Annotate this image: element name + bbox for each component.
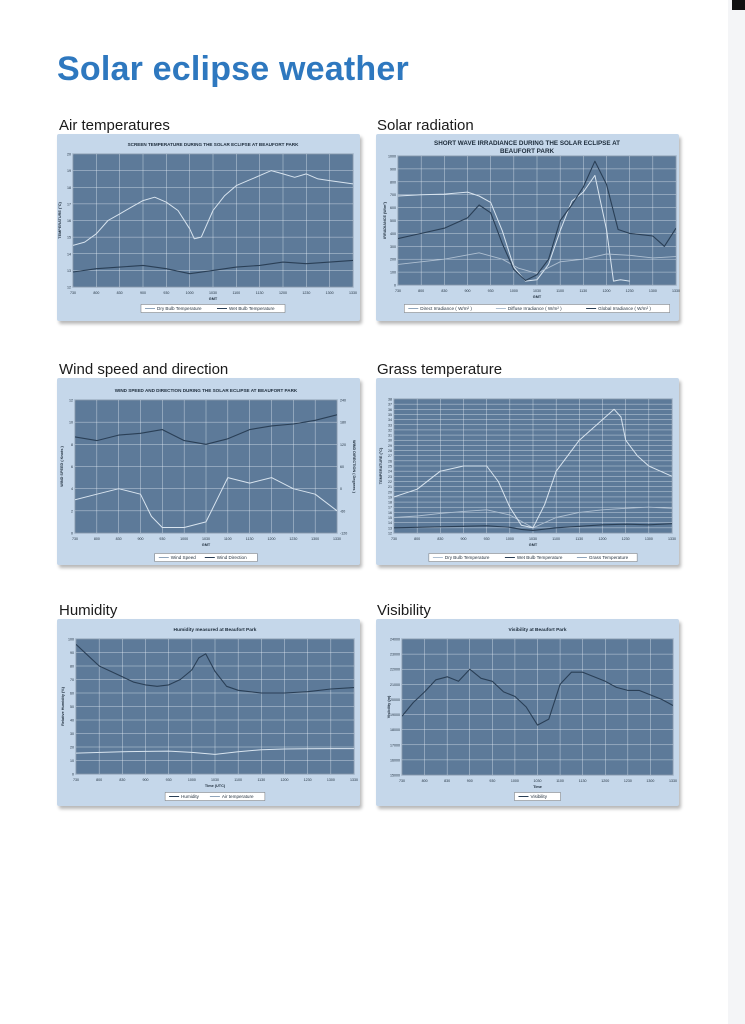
x-tick-label: 1000 (509, 289, 518, 293)
y-tick-label: 34 (388, 418, 392, 423)
y-tick-label: 14 (67, 252, 71, 257)
x-tick-label: 1130 (578, 779, 587, 783)
y-tick-label: 15 (388, 516, 392, 521)
x-axis-label: Time (533, 785, 542, 789)
x-tick-label: 830 (437, 537, 444, 541)
y-tick-label: 90 (70, 651, 74, 655)
y-tick-label: 6 (71, 465, 73, 469)
x-tick-label: 1100 (552, 537, 561, 541)
x-tick-label: 1230 (625, 289, 634, 293)
x-tick-label: 1200 (602, 289, 611, 293)
y-tick-label: 25 (388, 464, 392, 469)
legend-label: Wet Bulb Temperature (516, 555, 563, 561)
y-tick-label: 70 (70, 678, 74, 682)
legend-label: Humidity (181, 794, 199, 800)
y-tick-label: 37 (388, 402, 392, 407)
x-tick-label: 1100 (234, 778, 243, 782)
x-tick-label: 900 (137, 537, 144, 541)
x-tick-label: 930 (163, 291, 170, 295)
x-tick-label: 1000 (180, 537, 189, 541)
section-humidity: Humidity (59, 602, 118, 619)
y-tick-label: 28 (388, 449, 392, 454)
legend-label: Wind Direction (216, 555, 247, 561)
x-tick-label: 1030 (202, 537, 210, 541)
x-tick-label: 1130 (255, 291, 264, 295)
x-tick-label: 900 (460, 537, 467, 541)
x-tick-label: 1330 (350, 778, 358, 782)
x-tick-label: 730 (391, 537, 397, 541)
y-tick-label: 33 (388, 423, 392, 428)
x-tick-label: 930 (165, 778, 172, 782)
y-tick-label: 800 (390, 180, 396, 185)
y-tick-label: 0 (394, 283, 396, 288)
chart-grass-temperature (376, 378, 679, 565)
y-tick-label: 18000 (390, 728, 400, 733)
y-tick-label: 17000 (390, 743, 400, 748)
x-tick-label: 1300 (326, 778, 335, 782)
section-wind-speed-direction: Wind speed and direction (59, 361, 229, 378)
chart-panel-visibility (376, 619, 679, 806)
y-tick-label: 20 (388, 490, 392, 495)
section-grass-temperature: Grass temperature (377, 361, 503, 378)
x-tick-label: 1000 (187, 778, 196, 782)
y-tick-label: 900 (390, 167, 396, 172)
page-corner-mark (732, 0, 745, 10)
y2-tick-label: 120 (340, 442, 346, 447)
x-tick-label: 1130 (575, 537, 584, 541)
y-tick-label: 29 (388, 443, 392, 448)
y-tick-label: 23000 (390, 652, 400, 657)
y-tick-label: 20000 (390, 697, 400, 702)
chart-title: Visibility at Beaufort Park (508, 628, 567, 633)
chart-panel-air-temperatures (57, 134, 360, 321)
x-axis-label: GMT (532, 295, 542, 299)
x-tick-label: 1230 (302, 291, 311, 295)
y-tick-label: 100 (68, 637, 74, 642)
chart-title: WIND SPEED AND DIRECTION DURING THE SOLAR ECLIPSE AT BEAUFORT PARK (114, 388, 298, 393)
x-tick-label: 1030 (529, 537, 537, 541)
y-tick-label: 0 (72, 772, 74, 777)
y-tick-label: 17 (388, 505, 392, 510)
x-tick-label: 930 (159, 537, 166, 541)
x-tick-label: 1200 (279, 291, 287, 295)
x-tick-label: 830 (115, 537, 122, 541)
y-tick-label: 50 (70, 705, 74, 709)
y-axis-label: Visibility (m) (387, 695, 391, 719)
section-air-temperatures: Air temperatures (59, 117, 170, 134)
x-tick-label: 830 (119, 778, 126, 782)
x-tick-label: 900 (142, 778, 149, 782)
x-tick-label: 800 (421, 779, 428, 783)
y-tick-label: 19 (67, 169, 71, 174)
chart-title: SHORT WAVE IRRADIANCE DURING THE SOLAR ECLIPSE AT BEAUFORT PARK (434, 140, 620, 155)
y2-tick-label: 0 (340, 487, 342, 492)
y-tick-label: 26 (388, 459, 392, 464)
y-tick-label: 30 (70, 732, 74, 736)
y-tick-label: 23 (388, 474, 392, 479)
legend-label: Visibility (530, 794, 548, 800)
x-tick-label: 1000 (505, 537, 514, 541)
y-tick-label: 17 (67, 202, 71, 207)
y-tick-label: 22 (388, 479, 392, 484)
y-tick-label: 35 (388, 412, 392, 417)
x-tick-label: 1300 (646, 779, 655, 783)
legend-label: Dry Bulb Temperature (157, 306, 202, 312)
y-tick-label: 15000 (390, 773, 400, 778)
x-tick-label: 1200 (601, 779, 610, 783)
legend-label: Global Irradiance ( W/m² ) (598, 306, 651, 312)
legend-label: Dry Bulb Temperature (444, 555, 490, 561)
x-tick-label: 730 (73, 778, 79, 782)
chart-panel-solar-radiation (376, 134, 679, 321)
y2-tick-label: 60 (340, 465, 344, 469)
x-tick-label: 1200 (280, 778, 289, 782)
y-tick-label: 21 (388, 485, 392, 490)
y-tick-label: 12 (69, 398, 73, 403)
y2-tick-label: 180 (340, 420, 346, 425)
x-tick-label: 730 (399, 779, 405, 783)
x-tick-label: 930 (489, 779, 496, 783)
x-tick-label: 830 (441, 289, 448, 293)
x-tick-label: 1300 (311, 537, 320, 541)
x-tick-label: 1030 (533, 289, 541, 293)
y-tick-label: 12 (388, 531, 392, 536)
y-tick-label: 2 (71, 509, 73, 514)
y-tick-label: 80 (70, 664, 74, 669)
y-tick-label: 14 (388, 521, 392, 526)
y-tick-label: 0 (71, 531, 73, 536)
chart-wind (57, 378, 360, 565)
y-tick-label: 10 (70, 759, 74, 763)
x-tick-label: 1100 (556, 289, 565, 293)
legend-label: Diffuse Irradiance ( W/m² ) (507, 306, 562, 312)
x-tick-label: 800 (93, 537, 100, 541)
y-tick-label: 18 (67, 185, 71, 190)
x-axis-label: GMT (201, 543, 211, 547)
x-tick-label: 1230 (303, 778, 312, 782)
chart-title: Humidity measured at Beaufort Park (173, 628, 257, 633)
x-tick-label: 1100 (556, 779, 564, 783)
y-tick-label: 18 (388, 500, 392, 505)
x-tick-label: 1100 (232, 291, 241, 295)
x-tick-label: 730 (72, 537, 78, 541)
y-tick-label: 40 (70, 718, 74, 723)
x-tick-label: 1000 (510, 779, 519, 783)
y-axis-label: WIND SPEED ( Knots ) (60, 446, 64, 487)
x-tick-label: 1230 (289, 537, 298, 541)
y-tick-label: 4 (71, 487, 73, 492)
y-tick-label: 15 (67, 235, 71, 240)
chart-title: SCREEN TEMPERATURE DURING THE SOLAR ECLIPSE AT BEAUFORT PARK (127, 142, 299, 147)
x-tick-label: 1130 (579, 289, 588, 293)
y-tick-label: 20 (70, 745, 74, 750)
y2-tick-label: 240 (340, 398, 346, 403)
x-tick-label: 1130 (257, 778, 266, 782)
x-tick-label: 1300 (325, 291, 334, 295)
y-tick-label: 500 (390, 219, 396, 223)
y2-axis-label: WIND DIRECTION ( Degrees ) (352, 440, 356, 493)
page-title: Solar eclipse weather (57, 50, 409, 88)
x-axis-label: Time (UTC) (204, 784, 226, 788)
x-tick-label: 1000 (185, 291, 194, 295)
y2-tick-label: -60 (340, 509, 346, 514)
chart-humidity (57, 619, 360, 806)
chart-panel-grass-temperature (376, 378, 679, 565)
x-tick-label: 1030 (209, 291, 217, 295)
x-tick-label: 800 (414, 537, 421, 541)
x-tick-label: 1300 (648, 289, 657, 293)
x-axis-label: GMT (528, 543, 538, 547)
x-tick-label: 800 (418, 289, 425, 293)
x-tick-label: 900 (466, 779, 473, 783)
chart-panel-humidity (57, 619, 360, 806)
y-tick-label: 16 (388, 510, 392, 515)
y-tick-label: 19 (388, 495, 392, 500)
chart-solar-radiation (376, 134, 679, 321)
y-tick-label: 60 (70, 691, 74, 696)
x-tick-label: 800 (93, 291, 100, 295)
y-tick-label: 200 (390, 257, 396, 262)
x-tick-label: 900 (140, 291, 146, 295)
legend-label: Direct Irradiance ( W/m² ) (420, 306, 472, 312)
y-axis-label: TEMPERATURE (°C) (58, 202, 62, 239)
x-tick-label: 730 (395, 289, 401, 293)
y-tick-label: 27 (388, 454, 392, 459)
x-tick-label: 930 (483, 537, 490, 541)
y-tick-label: 30 (388, 438, 392, 443)
x-tick-label: 1030 (533, 779, 542, 783)
x-tick-label: 1200 (598, 537, 607, 541)
y-axis-label: IRRADIANCE (W/m²) (383, 202, 387, 239)
y-tick-label: 20 (67, 152, 71, 157)
y-tick-label: 24000 (390, 637, 400, 642)
y-tick-label: 38 (388, 397, 392, 402)
legend-label: Air temperature (221, 794, 254, 800)
x-tick-label: 1330 (333, 537, 341, 541)
y-tick-label: 13 (67, 268, 71, 273)
legend-label: Wet Bulb Temperature (229, 306, 275, 312)
x-tick-label: 900 (464, 289, 471, 293)
y-tick-label: 22000 (390, 667, 400, 672)
page-edge (728, 0, 745, 1024)
y-tick-label: 16 (67, 219, 71, 223)
x-tick-label: 830 (444, 779, 451, 783)
chart-air-temperatures (57, 134, 360, 321)
y-tick-label: 10 (69, 420, 73, 425)
section-visibility: Visibility (377, 602, 431, 619)
y-tick-label: 12 (67, 285, 71, 290)
y-tick-label: 16000 (390, 758, 400, 763)
section-solar-radiation: Solar radiation (377, 117, 474, 134)
y-tick-label: 13 (388, 526, 392, 531)
y-tick-label: 36 (388, 407, 392, 412)
x-tick-label: 1330 (669, 779, 677, 783)
x-tick-label: 1230 (621, 537, 630, 541)
y-axis-label: TEMPERATURE (°C) (379, 447, 383, 485)
y-tick-label: 19000 (390, 713, 400, 718)
x-tick-label: 800 (96, 778, 103, 782)
y-tick-label: 31 (388, 433, 392, 438)
y-tick-label: 700 (390, 193, 396, 198)
x-tick-label: 1100 (223, 537, 232, 541)
x-tick-label: 1130 (245, 537, 254, 541)
y-tick-label: 400 (390, 231, 396, 236)
y-tick-label: 24 (388, 469, 392, 474)
x-tick-label: 1030 (211, 778, 219, 782)
legend-label: Wind Speed (170, 555, 196, 561)
legend-label: Grass Temperature (588, 555, 629, 561)
x-tick-label: 1300 (644, 537, 653, 541)
y-tick-label: 600 (390, 206, 396, 211)
x-tick-label: 1330 (668, 537, 676, 541)
x-tick-label: 1330 (349, 291, 357, 295)
y-tick-label: 100 (390, 270, 396, 275)
y-tick-label: 8 (71, 442, 73, 447)
x-tick-label: 1200 (267, 537, 276, 541)
y-axis-label: Relative Humidity (%) (61, 687, 65, 726)
x-axis-label: GMT (208, 297, 218, 301)
x-tick-label: 930 (487, 289, 494, 293)
chart-panel-wind (57, 378, 360, 565)
y-tick-label: 1000 (388, 154, 396, 159)
y-tick-label: 32 (388, 428, 392, 433)
x-tick-label: 830 (116, 291, 123, 295)
chart-visibility (376, 619, 679, 806)
x-tick-label: 730 (70, 291, 76, 295)
x-tick-label: 1230 (623, 779, 632, 783)
x-tick-label: 1330 (672, 289, 680, 293)
y-tick-label: 21000 (390, 682, 400, 687)
y-tick-label: 300 (390, 244, 396, 249)
y2-tick-label: -120 (340, 531, 348, 536)
